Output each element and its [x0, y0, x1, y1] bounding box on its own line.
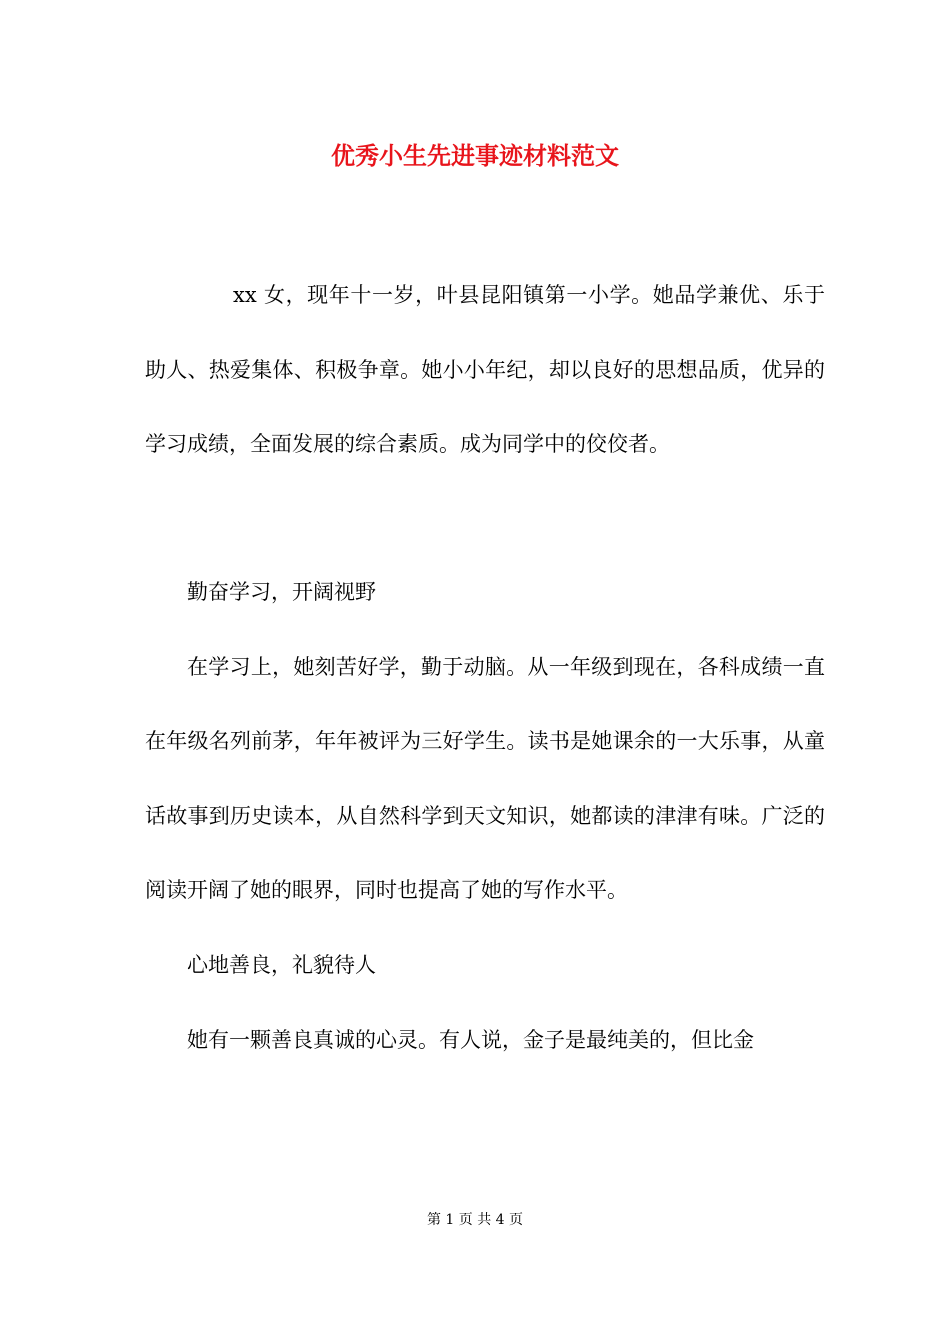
page-number-label: 第 1 页 共 4 页 [426, 1212, 524, 1228]
study-paragraph: 在学习上，她刻苦好学，勤于动脑。从一年级到现在，各科成绩一直在年级名列前茅，年年被评为三好学生。读书是她课余的一大乐事，从童话故事到历史读本，从自然科学到天文知识，她都读的津津有味。广泛的阅读开阔了她的眼界，同时也提高了她的写作水平。 [145, 654, 825, 903]
document-title: 优秀小生先进事迹材料范文 [331, 141, 619, 170]
section-heading-kindness: 心地善良，礼貌待人 [187, 952, 376, 977]
intro-paragraph: xx 女，现年十一岁，叶县昆阳镇第一小学。她品学兼优、乐于助人、热爱集体、积极争章。她小小年纪，却以良好的思想品质，优异的学习成绩，全面发展的综合素质。成为同学中的佼佼者。 [145, 283, 825, 457]
page-footer [0, 1209, 950, 1229]
section-heading-study: 勤奋学习，开阔视野 [187, 580, 376, 604]
intro-block [145, 258, 825, 482]
kindness-paragraph: 她有一颗善良真诚的心灵。有人说，金子是最纯美的，但比金 [187, 1027, 754, 1052]
content-block [145, 555, 825, 1077]
